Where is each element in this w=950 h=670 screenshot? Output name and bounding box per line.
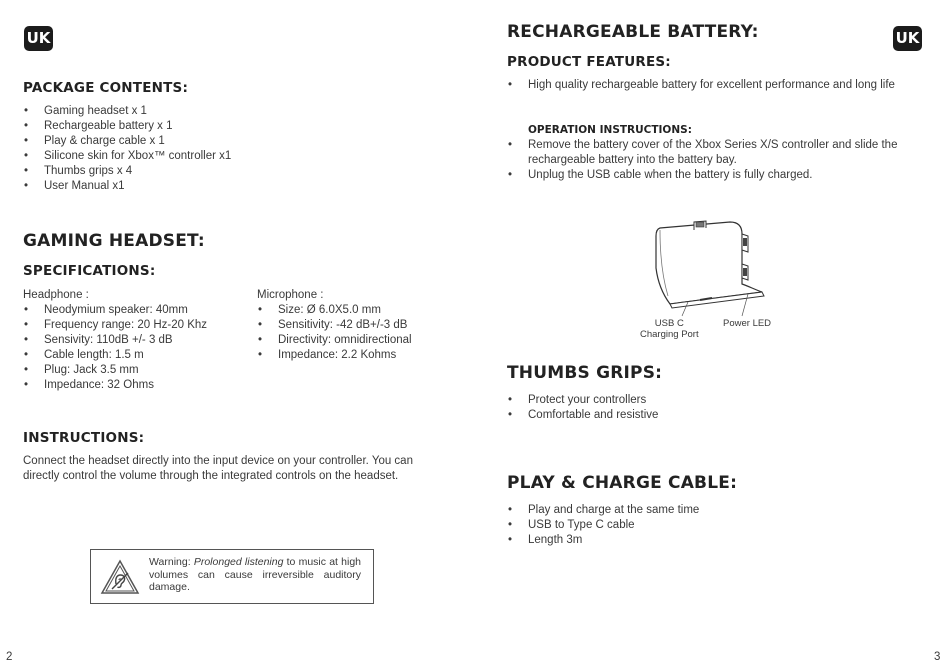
page-number-left: 2 [6,651,13,663]
power-led-caption: Power LED [723,318,772,329]
package-contents-heading: PACKAGE CONTENTS: [23,80,189,96]
warning-label: Warning: [149,556,191,568]
list-item: • Unplug the USB cable when the battery is fully charged. [507,168,912,183]
list-item: • Length 3m [507,533,699,548]
list-item: • Directivity: omnidirectional [257,333,412,348]
operation-instructions-heading: OPERATION INSTRUCTIONS: [528,124,692,136]
list-item: • Sensivity: 110dB +/- 3 dB [23,333,207,348]
operation-instructions-list [507,138,912,183]
warning-box [90,549,374,604]
list-item: • Rechargeable battery x 1 [23,119,231,134]
rechargeable-battery-heading: RECHARGEABLE BATTERY: [507,22,759,42]
usb-charging-port-caption: USB C Charging Port [640,318,699,340]
play-charge-cable-heading: PLAY & CHARGE CABLE: [507,473,738,493]
list-item: • USB to Type C cable [507,518,699,533]
list-item: • Play & charge cable x 1 [23,134,231,149]
hearing-warning-icon [99,558,141,596]
specifications-heading: SPECIFICATIONS: [23,263,156,279]
list-item: • Remove the battery cover of the Xbox Series X/S controller and slide the rechargeable battery into the battery bay. [507,138,912,168]
headphone-label: Headphone : [23,289,89,301]
warning-text [149,556,361,594]
list-item: • Impedance: 32 Ohms [23,378,207,393]
warning-rest: to music at high volumes can cause irreversible auditory damage. [149,556,362,593]
list-item: • High quality rechargeable battery for excellent performance and long life [507,78,912,93]
instructions-heading: INSTRUCTIONS: [23,430,145,446]
microphone-label: Microphone : [257,289,324,301]
list-item: • Size: Ø 6.0X5.0 mm [257,303,412,318]
list-item: • User Manual x1 [23,179,231,194]
language-badge-left: UK [24,26,53,51]
headphone-spec-list [23,303,207,393]
thumbs-grips-list [507,393,658,423]
list-item: • Silicone skin for Xbox™ controller x1 [23,149,231,164]
warning-emphasis: Prolonged listening [193,556,284,568]
list-item: • Plug: Jack 3.5 mm [23,363,207,378]
package-contents-list [23,104,231,194]
battery-illustration [630,212,780,322]
list-item: • Cable length: 1.5 m [23,348,207,363]
list-item: • Frequency range: 20 Hz-20 Khz [23,318,207,333]
instructions-text: Connect the headset directly into the input device on your controller. You can directly control the volume through the integrated controls on the headset. [23,455,413,482]
microphone-spec-list [257,303,412,363]
list-item: • Sensitivity: -42 dB+/-3 dB [257,318,412,333]
list-item: • Play and charge at the same time [507,503,699,518]
list-item: • Protect your controllers [507,393,658,408]
product-features-list [507,78,912,93]
list-item: • Comfortable and resistive [507,408,658,423]
list-item: • Impedance: 2.2 Kohms [257,348,412,363]
list-item: • Thumbs grips x 4 [23,164,231,179]
list-item: • Gaming headset x 1 [23,104,231,119]
page-number-right: 3 [934,651,941,663]
language-badge-right: UK [893,26,922,51]
product-features-heading: PRODUCT FEATURES: [507,54,671,70]
gaming-headset-heading: GAMING HEADSET: [23,231,205,251]
thumbs-grips-heading: THUMBS GRIPS: [507,363,663,383]
list-item: • Neodymium speaker: 40mm [23,303,207,318]
play-charge-cable-list [507,503,699,548]
